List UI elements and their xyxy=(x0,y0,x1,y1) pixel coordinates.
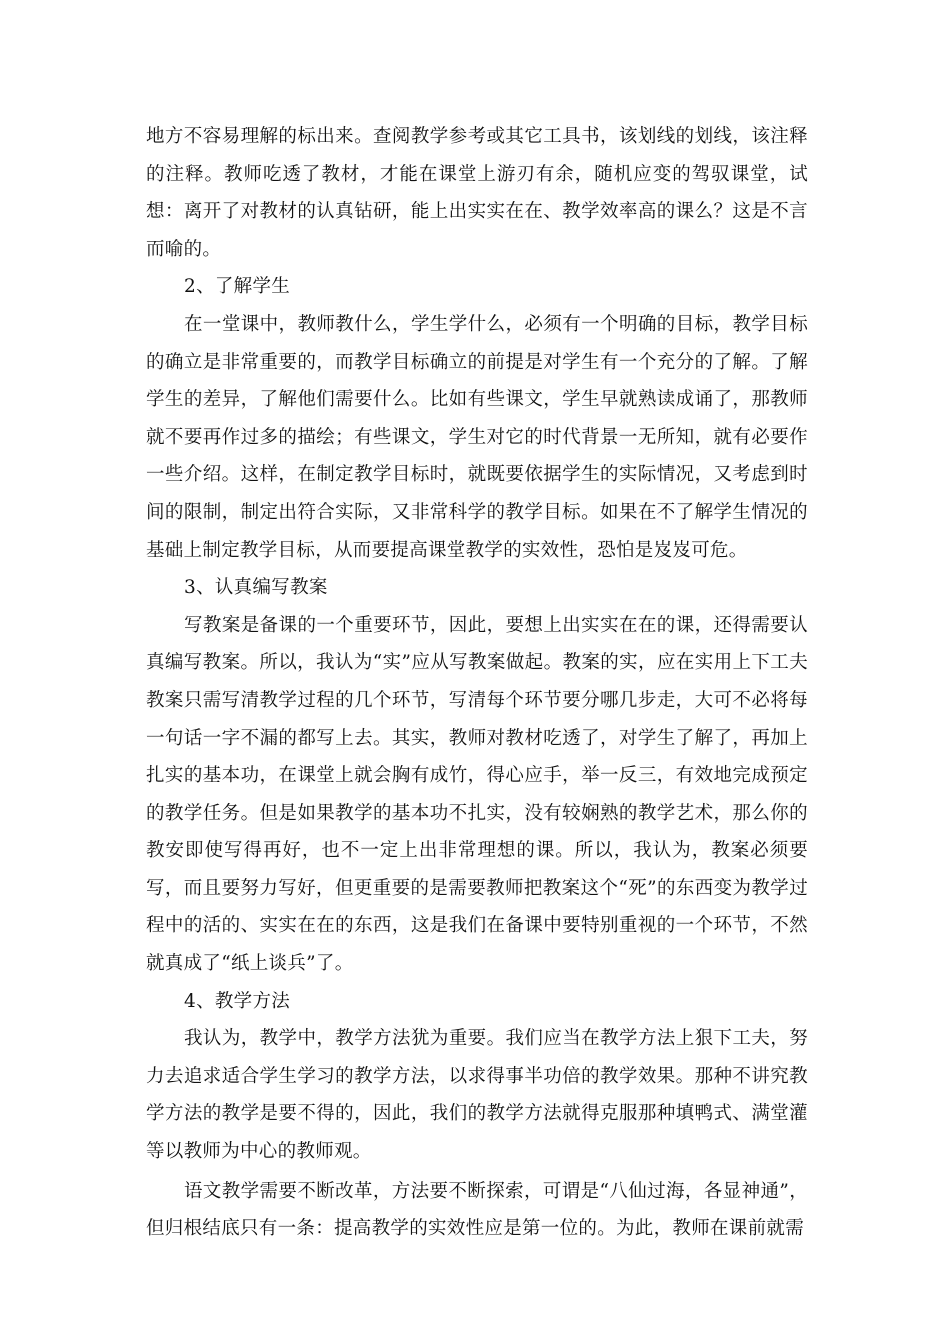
section-heading-understand-students: 2、了解学生 xyxy=(184,276,291,298)
document-body xyxy=(146,118,808,1248)
paragraph-understand-students: 在一堂课中，教师教什么，学生学什么，必须有一个明确的目标，教学目标的确立是非常重要的，而教学目标确立的前提是对学生有一个充分的了解。了解学生的差异，了解他们需要什么。比如有些课文，学生早就熟读成诵了，那教师就不要再作过多的描绘；有些课文，学生对它的时代背景一无所知，就有必要作一些介绍。这样，在制定教学目标时，就既要依据学生的实际情况，又考虑到时间的限制，制定出符合实际，又非常科学的教学目标。如果在不了解学生情况的基础上制定教学目标，从而要提高课堂教学的实效性，恐怕是岌岌可危。 xyxy=(146,313,808,561)
paragraph-continuation: 地方不容易理解的标出来。查阅教学参考或其它工具书，该划线的划线，该注释的注释。教师吃透了教材，才能在课堂上游刃有余，随机应变的驾驭课堂，试想：离开了对教材的认真钻研，能上出实实在在、教学效率高的课么？这是不言而喻的。 xyxy=(146,126,808,260)
paragraph-teaching-methods: 我认为，教学中，教学方法犹为重要。我们应当在教学方法上狠下工夫，努力去追求适合学生学习的教学方法，以求得事半功倍的教学效果。那种不讲究教学方法的教学是要不得的，因此，我们的教学方法就得克服那种填鸭式、满堂灌等以教师为中心的教师观。 xyxy=(146,1028,808,1163)
paragraph-lesson-plans: 写教案是备课的一个重要环节，因此，要想上出实实在在的课，还得需要认真编写教案。所以，我认为“实”应从写教案做起。教案的实，应在实用上下工夫教案只需写清教学过程的几个环节，写清每个环节要分哪几步走，大可不必将每一句话一字不漏的都写上去。其实，教师对教材吃透了，对学生了解了，再加上扎实的基本功，在课堂上就会胸有成竹，得心应手，举一反三，有效地完成预定的教学任务。但是如果教学的基本功不扎实，没有较娴熟的教学艺术，那么你的教安即使写得再好，也不一定上出非常理想的课。所以，我认为，教案必须要写，而且要努力写好，但更重要的是需要教师把教案这个“死”的东西变为教学过程中的活的、实实在在的东西，这是我们在备课中要特别重视的一个环节，不然就真成了“纸上谈兵”了。 xyxy=(146,614,808,975)
paragraph-chinese-teaching-reform: 语文教学需要不断改革，方法要不断探索，可谓是“八仙过海，各显神通”，但归根结底只有一条：提高教学的实效性应是第一位的。为此，教师在课前就需 xyxy=(146,1180,808,1240)
section-heading-lesson-plans: 3、认真编写教案 xyxy=(184,577,328,599)
section-heading-teaching-methods: 4、教学方法 xyxy=(184,990,291,1012)
